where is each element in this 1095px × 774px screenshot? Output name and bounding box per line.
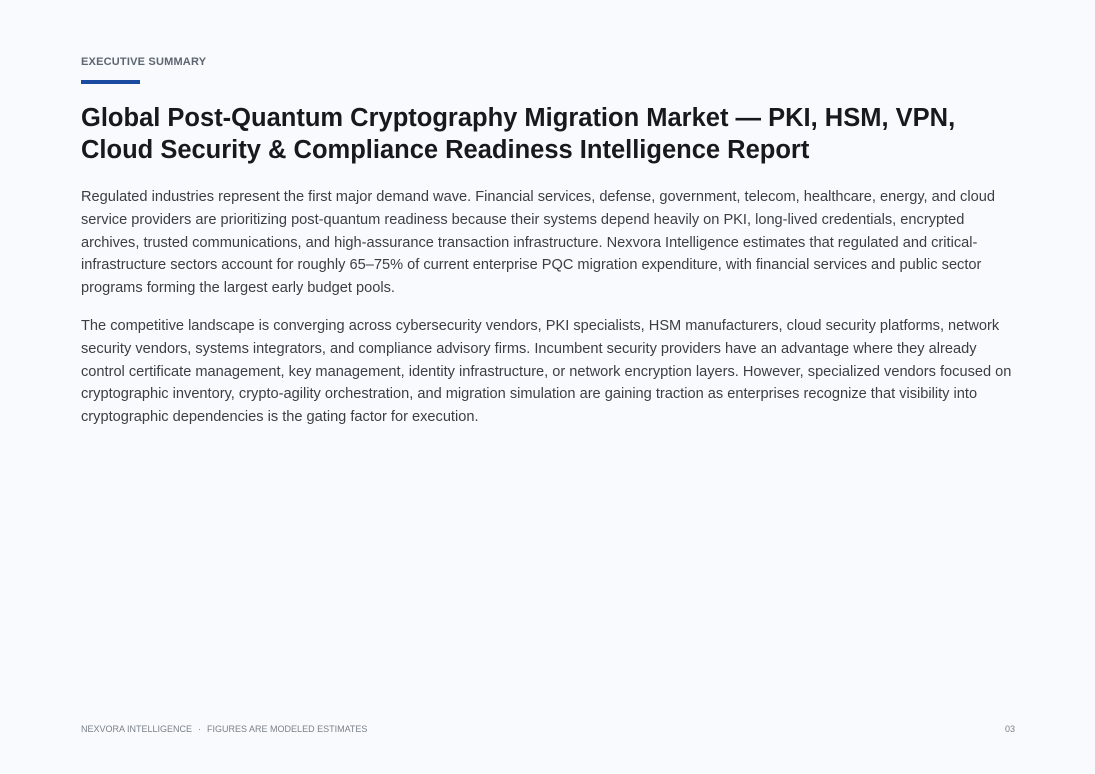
footer-left	[81, 724, 367, 734]
page-number: 03	[1004, 724, 1015, 734]
page-title: Global Post-Quantum Cryptography Migration Market — PKI, HSM, VPN, Cloud Security & Compliance Readiness Intelligence Report	[81, 104, 956, 164]
body-paragraph-2: The competitive landscape is converging across cybersecurity vendors, PKI specialists, HSM manufacturers, cloud security platforms, network security vendors, systems integrators, and compliance advisory firms. Incumbent security providers have an advantage where they already control certificate management, key management, identity infrastructure, or network encryption layers. However, specialized vendors focused on cryptographic inventory, crypto-agility orchestration, and migration simulation are gaining traction as enterprises recognize that visibility into cryptographic dependencies is the gating factor for execution.	[81, 318, 1012, 426]
footer-brand: NEXVORA INTELLIGENCE	[81, 724, 193, 734]
footer-note: FIGURES ARE MODELED ESTIMATES	[207, 724, 368, 734]
body-paragraph-1: Regulated industries represent the first major demand wave. Financial services, defense, government, telecom, healthcare, energy, and cloud service providers are prioritizing post-quantum readiness because their systems depend heavily on PKI, long-lived credentials, encrypted archives, trusted communications, and high-assurance transaction infrastructure. Nexvora Intelligence estimates that regulated and critical-infrastructure sectors account for roughly 65–75% of current enterprise PQC migration expenditure, with financial services and public sector programs forming the largest early budget pools.	[81, 189, 995, 297]
section-eyebrow: EXECUTIVE SUMMARY	[81, 56, 207, 68]
accent-bar	[81, 80, 140, 84]
footer-separator: ·	[198, 724, 202, 734]
